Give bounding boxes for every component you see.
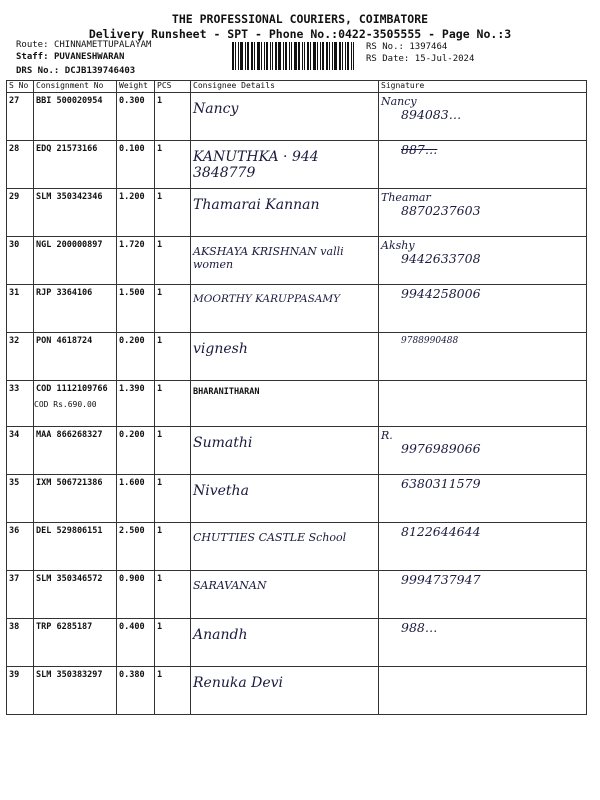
col-weight: Weight xyxy=(117,81,155,93)
signature-phone: 894083… xyxy=(401,107,462,122)
row-pcs: 1 xyxy=(155,93,191,141)
row-signature xyxy=(379,333,587,381)
signature-name: Theamar xyxy=(381,191,431,204)
row-consignment: BBI 500020954 xyxy=(34,93,117,141)
row-pcs: 1 xyxy=(155,475,191,523)
barcode-bar xyxy=(266,42,268,70)
row-sno: 29 xyxy=(7,189,34,237)
barcode-bar xyxy=(232,42,234,70)
row-consignment-no: COD 1112109766 xyxy=(36,384,108,394)
row-sno: 33 xyxy=(7,381,34,427)
barcode-bar xyxy=(313,42,316,70)
barcode-bar xyxy=(247,42,249,70)
row-pcs: 1 xyxy=(155,333,191,381)
row-consignment: SLM 350383297 xyxy=(34,667,117,715)
barcode-bar xyxy=(278,42,281,70)
row-signature xyxy=(379,523,587,571)
table-row xyxy=(7,189,587,237)
barcode-bar xyxy=(289,42,290,70)
row-consignee: Nivetha xyxy=(191,475,379,523)
barcode-bar xyxy=(257,42,260,70)
row-consignment: PON 4618724 xyxy=(34,333,117,381)
barcode-bar xyxy=(334,42,337,70)
row-signature xyxy=(379,571,587,619)
row-weight: 0.380 xyxy=(117,667,155,715)
barcode-bar xyxy=(238,42,239,70)
barcode-bar xyxy=(294,42,297,70)
row-consignment: TRP 6285187 xyxy=(34,619,117,667)
barcode-bar xyxy=(332,42,333,70)
col-signature: Signature xyxy=(379,81,587,93)
barcode-bar xyxy=(264,42,265,70)
row-consignee: BHARANITHARAN xyxy=(191,381,379,427)
rs-date-label: RS Date: xyxy=(366,54,410,64)
row-pcs: 1 xyxy=(155,381,191,427)
table-row xyxy=(7,667,587,715)
barcode-bar xyxy=(351,42,352,70)
table-row xyxy=(7,381,587,427)
barcode-bar xyxy=(342,42,343,70)
barcode-bar xyxy=(283,42,284,70)
rs-no-line xyxy=(366,42,447,53)
runsheet-subtitle: Delivery Runsheet - SPT - Phone No.:0422-3505555 - Page No.:3 xyxy=(88,27,512,41)
barcode-bar xyxy=(254,42,255,70)
barcode-bar xyxy=(298,42,300,70)
table-row xyxy=(7,475,587,523)
row-signature xyxy=(379,381,587,427)
route-label: Route: xyxy=(16,40,49,50)
row-consignment: SLM 350346572 xyxy=(34,571,117,619)
row-weight: 1.390 xyxy=(117,381,155,427)
row-consignee: Renuka Devi xyxy=(191,667,379,715)
rs-date-line xyxy=(366,54,474,65)
row-pcs: 1 xyxy=(155,141,191,189)
table-row xyxy=(7,427,587,475)
signature-phone: 9976989066 xyxy=(401,441,481,456)
row-consignee: KANUTHKA · 944 3848779 xyxy=(191,141,379,189)
barcode-bar xyxy=(261,42,262,70)
col-pcs: PCS xyxy=(155,81,191,93)
barcode-bar xyxy=(272,42,273,70)
signature-phone: 9442633708 xyxy=(401,251,481,266)
row-sno: 37 xyxy=(7,571,34,619)
runsheet-table xyxy=(6,80,587,715)
row-weight: 0.200 xyxy=(117,427,155,475)
col-consignee: Consignee Details xyxy=(191,81,379,93)
row-pcs: 1 xyxy=(155,523,191,571)
table-row xyxy=(7,93,587,141)
signature-phone: 8122644644 xyxy=(401,524,481,539)
row-pcs: 1 xyxy=(155,619,191,667)
barcode-bar xyxy=(245,42,246,70)
company-title: THE PROFESSIONAL COURIERS, COIMBATORE xyxy=(171,12,429,26)
barcode-bar xyxy=(240,42,243,70)
barcode-bar xyxy=(307,42,309,70)
drs-value: DCJB139746403 xyxy=(64,66,136,76)
row-consignee: AKSHAYA KRISHNAN valli women xyxy=(191,237,379,285)
signature-phone: 988… xyxy=(401,620,438,635)
row-signature xyxy=(379,189,587,237)
staff-value: PUVANESHWARAN xyxy=(53,52,125,62)
table-row xyxy=(7,523,587,571)
drs-line xyxy=(16,66,135,77)
row-weight: 1.720 xyxy=(117,237,155,285)
barcode-bar xyxy=(345,42,346,70)
table-row xyxy=(7,571,587,619)
row-consignee: Nancy xyxy=(191,93,379,141)
staff-line xyxy=(16,52,124,63)
barcode-bar xyxy=(339,42,341,70)
row-consignee: MOORTHY KARUPPASAMY xyxy=(191,285,379,333)
barcode-bar xyxy=(329,42,330,70)
signature-phone: 887… xyxy=(401,142,438,157)
staff-label: Staff: xyxy=(16,52,49,62)
signature-phone: 9944258006 xyxy=(401,286,481,301)
row-signature xyxy=(379,237,587,285)
route-line xyxy=(16,40,151,51)
signature-phone: 9994737947 xyxy=(401,572,481,587)
table-row xyxy=(7,141,587,189)
row-sno: 35 xyxy=(7,475,34,523)
signature-phone: 6380311579 xyxy=(401,476,481,491)
row-consignee: Sumathi xyxy=(191,427,379,475)
row-signature xyxy=(379,93,587,141)
signature-phone: 9788990488 xyxy=(401,336,459,346)
row-consignment: DEL 529806151 xyxy=(34,523,117,571)
row-signature xyxy=(379,475,587,523)
row-weight: 0.200 xyxy=(117,333,155,381)
row-weight: 0.100 xyxy=(117,141,155,189)
barcode-bar xyxy=(275,42,277,70)
row-consignment: SLM 350342346 xyxy=(34,189,117,237)
barcode-bar xyxy=(326,42,328,70)
drs-barcode xyxy=(232,42,360,70)
row-sno: 28 xyxy=(7,141,34,189)
col-consignment: Consignment No xyxy=(34,81,117,93)
row-sno: 36 xyxy=(7,523,34,571)
row-consignee: SARAVANAN xyxy=(191,571,379,619)
row-pcs: 1 xyxy=(155,237,191,285)
cod-amount: COD Rs.690.00 xyxy=(34,400,97,409)
row-consignment: NGL 200000897 xyxy=(34,237,117,285)
row-consignment: MAA 866268327 xyxy=(34,427,117,475)
row-sno: 38 xyxy=(7,619,34,667)
row-sno: 34 xyxy=(7,427,34,475)
route-value: CHINNAMETTUPALAYAM xyxy=(53,40,152,50)
barcode-bar xyxy=(302,42,303,70)
row-pcs: 1 xyxy=(155,427,191,475)
row-consignment xyxy=(34,381,117,427)
row-consignment: RJP 3364106 xyxy=(34,285,117,333)
table-row xyxy=(7,333,587,381)
col-sno: S No xyxy=(7,81,34,93)
row-pcs: 1 xyxy=(155,571,191,619)
table-row xyxy=(7,285,587,333)
row-consignee: vignesh xyxy=(191,333,379,381)
row-pcs: 1 xyxy=(155,667,191,715)
rs-no-label: RS No.: xyxy=(366,42,404,52)
barcode-bar xyxy=(270,42,271,70)
row-pcs: 1 xyxy=(155,285,191,333)
table-row xyxy=(7,237,587,285)
row-weight: 1.600 xyxy=(117,475,155,523)
row-sno: 30 xyxy=(7,237,34,285)
signature-name: Nancy xyxy=(381,95,417,108)
row-weight: 0.900 xyxy=(117,571,155,619)
barcode-bar xyxy=(317,42,318,70)
barcode-bar xyxy=(291,42,292,70)
signature-phone: 8870237603 xyxy=(401,203,481,218)
signature-name: R. xyxy=(381,429,393,442)
row-sno: 39 xyxy=(7,667,34,715)
row-weight: 2.500 xyxy=(117,523,155,571)
row-signature xyxy=(379,141,587,189)
barcode-bar xyxy=(285,42,287,70)
barcode-bar xyxy=(347,42,349,70)
drs-label: DRS No.: xyxy=(16,66,60,76)
row-signature xyxy=(379,667,587,715)
row-weight: 0.400 xyxy=(117,619,155,667)
barcode-bar xyxy=(322,42,324,70)
row-sno: 31 xyxy=(7,285,34,333)
table-row xyxy=(7,619,587,667)
barcode-bar xyxy=(304,42,305,70)
row-consignee: Thamarai Kannan xyxy=(191,189,379,237)
row-weight: 1.500 xyxy=(117,285,155,333)
row-signature xyxy=(379,427,587,475)
row-weight: 0.300 xyxy=(117,93,155,141)
row-weight: 1.200 xyxy=(117,189,155,237)
row-sno: 27 xyxy=(7,93,34,141)
row-consignee: CHUTTIES CASTLE School xyxy=(191,523,379,571)
signature-name: Akshy xyxy=(381,239,415,252)
barcode-bar xyxy=(353,42,354,70)
row-consignee: Anandh xyxy=(191,619,379,667)
row-consignment: IXM 506721386 xyxy=(34,475,117,523)
row-signature xyxy=(379,619,587,667)
rs-no-value: 1397464 xyxy=(409,42,448,52)
barcode-bar xyxy=(235,42,236,70)
table-header-row xyxy=(7,81,587,93)
barcode-bar xyxy=(320,42,321,70)
barcode-bar xyxy=(251,42,253,70)
barcode-bar xyxy=(310,42,311,70)
row-sno: 32 xyxy=(7,333,34,381)
rs-date-value: 15-Jul-2024 xyxy=(414,54,475,64)
row-pcs: 1 xyxy=(155,189,191,237)
row-consignment: EDQ 21573166 xyxy=(34,141,117,189)
row-signature xyxy=(379,285,587,333)
